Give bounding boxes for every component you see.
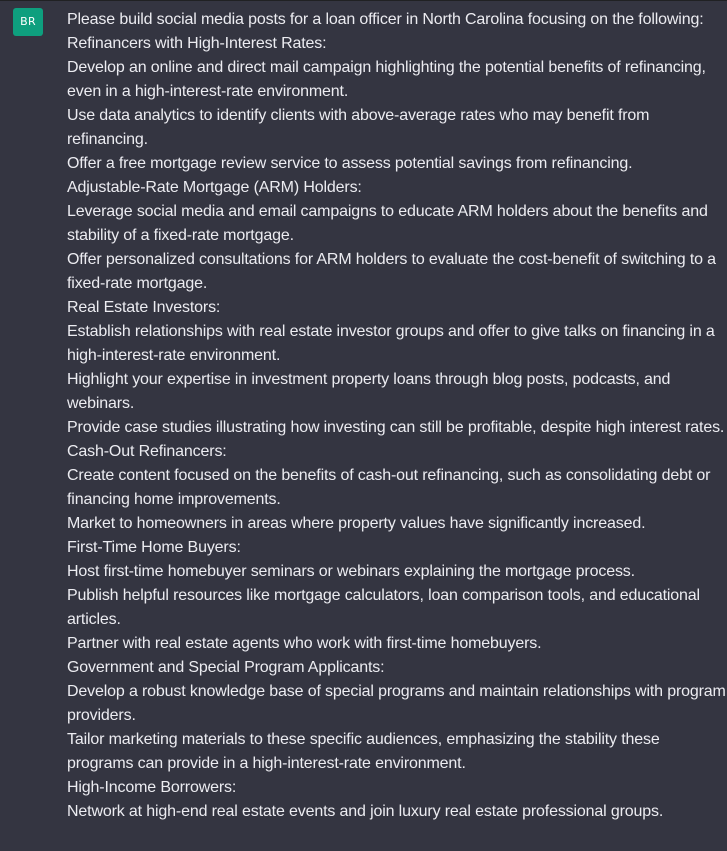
message-line: Please build social media posts for a loan officer in North Carolina focusing on the following:	[67, 11, 704, 28]
user-avatar: BR	[13, 8, 43, 36]
message-line: Publish helpful resources like mortgage calculators, loan comparison tools, and educational articles.	[67, 587, 700, 628]
section-heading: High-Income Borrowers:	[67, 779, 237, 796]
message-line: Partner with real estate agents who work with first-time homebuyers.	[67, 635, 542, 652]
message-line: Offer personalized consultations for ARM holders to evaluate the cost-benefit of switching to a fixed-rate mortgage.	[67, 251, 716, 292]
section-heading: Real Estate Investors:	[67, 299, 221, 316]
message-line: Highlight your expertise in investment property loans through blog posts, podcasts, and webinars.	[67, 371, 671, 412]
message-line: Establish relationships with real estate investor groups and offer to give talks on financing in a high-interest-rate environment.	[67, 323, 715, 364]
message-line: Offer a free mortgage review service to assess potential savings from refinancing.	[67, 155, 633, 172]
top-divider	[0, 0, 727, 1]
message-line: Develop a robust knowledge base of special programs and maintain relationships with program providers.	[67, 683, 726, 724]
message-content	[67, 8, 727, 824]
message-line: Provide case studies illustrating how investing can still be profitable, despite high interest rates.	[67, 419, 725, 436]
section-heading: First-Time Home Buyers:	[67, 539, 241, 556]
message-line: Develop an online and direct mail campaign highlighting the potential benefits of refinancing, even in a high-interest-rate environment.	[67, 59, 706, 100]
message-line: Network at high-end real estate events and join luxury real estate professional groups.	[67, 803, 664, 820]
section-heading: Cash-Out Refinancers:	[67, 443, 227, 460]
message-line: Tailor marketing materials to these specific audiences, emphasizing the stability these programs can provide in a high-interest-rate environment.	[67, 731, 660, 772]
message-line: Use data analytics to identify clients with above-average rates who may benefit from refinancing.	[67, 107, 650, 148]
section-heading: Adjustable-Rate Mortgage (ARM) Holders:	[67, 179, 362, 196]
message-line: Leverage social media and email campaigns to educate ARM holders about the benefits and stability of a fixed-rate mortgage.	[67, 203, 708, 244]
message-line: Create content focused on the benefits of cash-out refinancing, such as consolidating debt or financing home improvements.	[67, 467, 711, 508]
message-line: Market to homeowners in areas where property values have significantly increased.	[67, 515, 646, 532]
section-heading: Refinancers with High-Interest Rates:	[67, 35, 327, 52]
section-heading: Government and Special Program Applicants:	[67, 659, 385, 676]
message-line: Host first-time homebuyer seminars or webinars explaining the mortgage process.	[67, 563, 635, 580]
